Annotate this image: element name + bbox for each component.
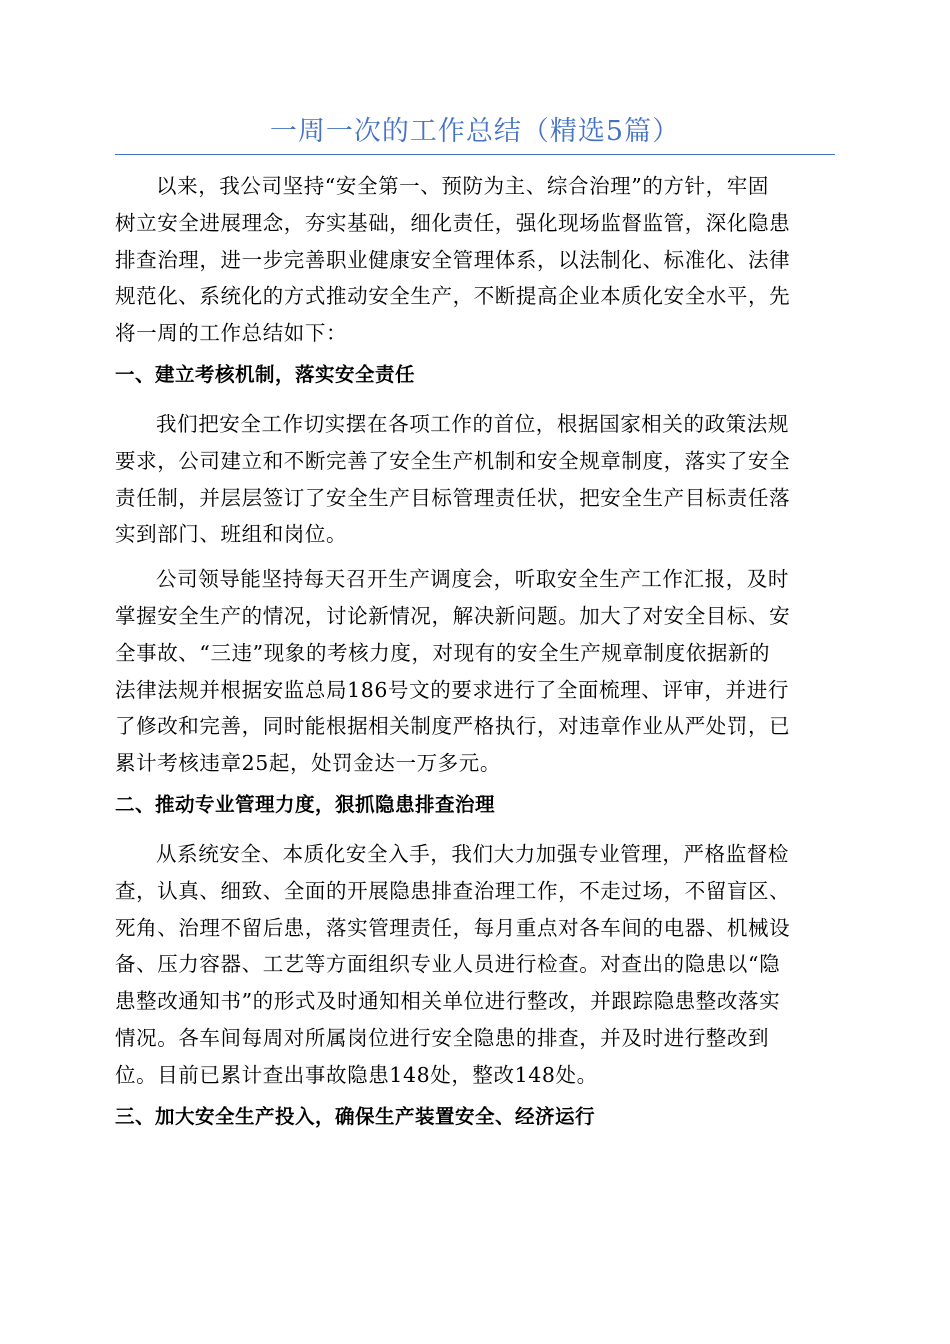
text-line: 公司领导能坚持每天召开生产调度会，听取安全生产工作汇报，及时 [156,567,789,592]
text-line: 规范化、系统化的方式推动安全生产，不断提高企业本质化安全水平，先 [115,284,791,309]
text-line: 了修改和完善，同时能根据相关制度严格执行，对违章作业从严处罚，已 [115,714,791,739]
section2-paragraph-1 [115,836,835,1094]
text-line: 患整改通知书”的形式及时通知相关单位进行整改，并跟踪隐患整改落实 [115,989,781,1014]
text-line: 要求，公司建立和不断完善了安全生产机制和安全规章制度，落实了安全 [115,448,791,473]
title-underline [115,154,835,155]
text-line: 累计考核违章25起，处罚金达一万多元。 [115,751,501,776]
text-line: 死角、治理不留后患，落实管理责任，每月重点对各车间的电器、机械设 [115,915,791,940]
text-line: 全事故、“三违”现象的考核力度，对现有的安全生产规章制度依据新的 [115,640,771,665]
text-line: 情况。各车间每周对所属岗位进行安全隐患的排查，并及时进行整改到 [115,1025,770,1050]
text-line: 将一周的工作总结如下： [115,321,348,346]
text-line: 备、压力容器、工艺等方面组织专业人员进行检查。对查出的隐患以“隐 [115,952,781,977]
document-title: 一周一次的工作总结（精选5篇） [269,116,681,147]
section-heading-3: 三、加大安全生产投入，确保生产装置安全、经济运行 [115,1104,596,1128]
section-heading-1: 一、建立考核机制，落实安全责任 [115,362,416,386]
text-line: 排查治理，进一步完善职业健康安全管理体系，以法制化、标准化、法律 [115,247,791,272]
section-heading-2: 二、推动专业管理力度，狠抓隐患排查治理 [115,792,496,816]
intro-paragraph [115,168,835,352]
text-line: 从系统安全、本质化安全入手，我们大力加强专业管理，严格监督检 [156,841,789,866]
document-body [115,168,835,1148]
text-line: 我们把安全工作切实摆在各项工作的首位，根据国家相关的政策法规 [156,411,789,436]
section1-paragraph-1 [115,406,835,553]
text-line: 查，认真、细致、全面的开展隐患排查治理工作，不走过场，不留盲区、 [115,878,791,903]
text-line: 以来，我公司坚持“安全第一、预防为主、综合治理”的方针，牢固 [156,174,769,198]
text-line: 法律法规并根据安监总局186号文的要求进行了全面梳理、评审，并进行 [115,677,789,702]
section1-paragraph-2 [115,561,835,782]
text-line: 掌握安全生产的情况，讨论新情况，解决新问题。加大了对安全目标、安 [115,603,791,628]
text-line: 责任制，并层层签订了安全生产目标管理责任状，把安全生产目标责任落 [115,485,791,510]
text-line: 实到部门、班组和岗位。 [115,522,348,547]
text-line: 树立安全进展理念，夯实基础，细化责任，强化现场监督监管，深化隐患 [115,210,791,235]
text-line: 位。目前已累计查出事故隐患148处，整改148处。 [115,1062,598,1087]
